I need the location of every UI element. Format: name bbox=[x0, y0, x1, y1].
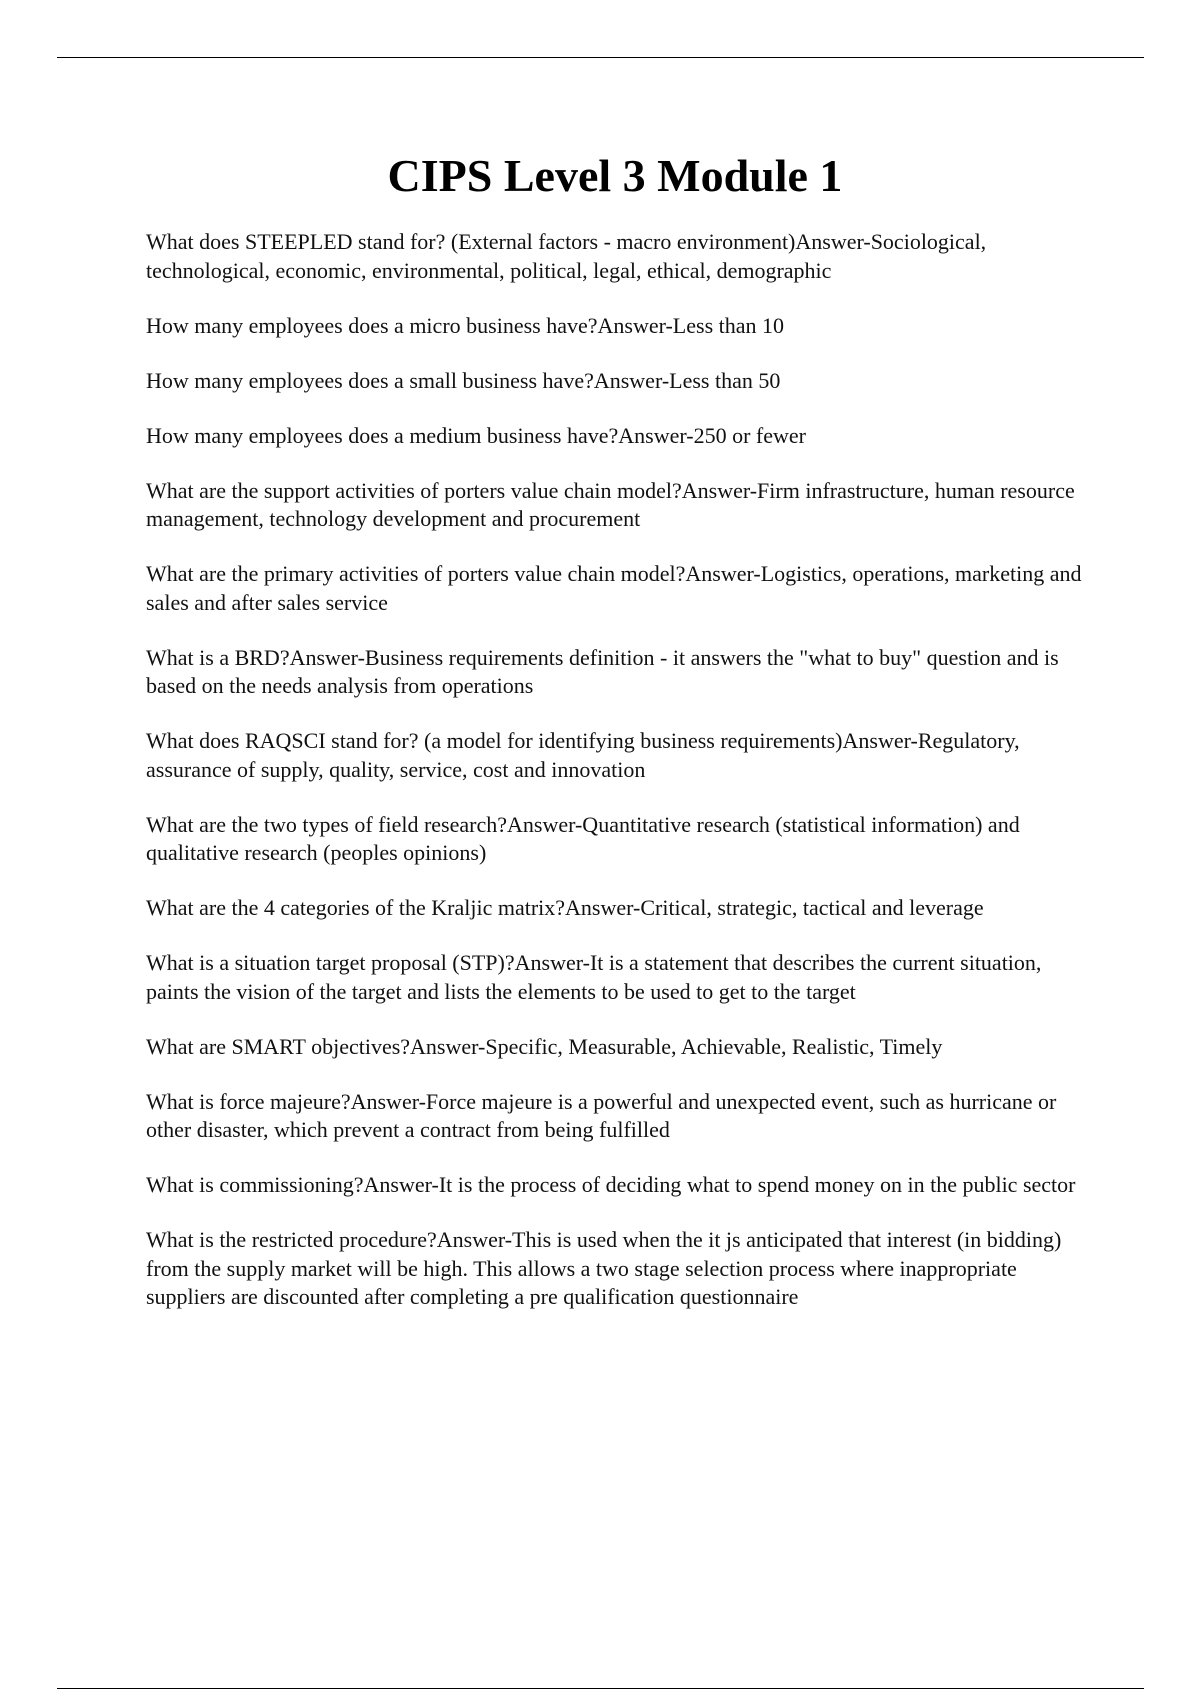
qa-item: What are the 4 categories of the Kraljic matrix?Answer-Critical, strategic, tactical and leverage bbox=[146, 895, 984, 920]
qa-item: What is force majeure?Answer-Force majeure is a powerful and unexpected event, such as hurricane or other disaster, which prevent a contract from being fulfilled bbox=[146, 1088, 1057, 1142]
qa-item: What is a situation target proposal (STP)?Answer-It is a statement that describes the current situation, paints the vision of the target and lists the elements to be used to get to the target bbox=[146, 950, 1042, 1004]
qa-item: What are the two types of field research?Answer-Quantitative research (statistical information) and qualitative research (peoples opinions) bbox=[146, 811, 1020, 865]
qa-item: How many employees does a small business have?Answer-Less than 50 bbox=[146, 367, 781, 393]
qa-list bbox=[146, 228, 1096, 1338]
qa-item: What are SMART objectives?Answer-Specific, Measurable, Achievable, Realistic, Timely bbox=[146, 1033, 943, 1059]
footer-rule bbox=[57, 1688, 1144, 1689]
qa-item: What does STEEPLED stand for? (External factors - macro environment)Answer-Sociological, technological, economic, environmental, political, legal, ethical, demographic bbox=[146, 229, 987, 283]
document-title: CIPS Level 3 Module 1 bbox=[387, 150, 843, 201]
qa-item: What are the primary activities of porters value chain model?Answer-Logistics, operations, marketing and sales and after sales service bbox=[146, 561, 1082, 615]
qa-item: What is a BRD?Answer-Business requirements definition - it answers the "what to buy" question and is based on the needs analysis from operations bbox=[146, 644, 1059, 698]
header-rule bbox=[57, 57, 1144, 58]
qa-item: How many employees does a micro business have?Answer-Less than 10 bbox=[146, 312, 785, 338]
qa-item: What does RAQSCI stand for? (a model for identifying business requirements)Answer-Regulatory, assurance of supply, quality, service, cost and innovation bbox=[146, 728, 1020, 782]
qa-item: What is commissioning?Answer-It is the process of deciding what to spend money on in the public sector bbox=[146, 1172, 1076, 1197]
qa-item: What are the support activities of porters value chain model?Answer-Firm infrastructure, human resource management, technology development and procurement bbox=[146, 477, 1075, 531]
qa-item: How many employees does a medium business have?Answer-250 or fewer bbox=[146, 422, 806, 448]
qa-item: What is the restricted procedure?Answer-This is used when the it js anticipated that interest (in bidding) from the supply market will be high. This allows a two stage selection process where inappropriate suppliers are discounted after completing a pre qualification questionnaire bbox=[146, 1227, 1062, 1309]
